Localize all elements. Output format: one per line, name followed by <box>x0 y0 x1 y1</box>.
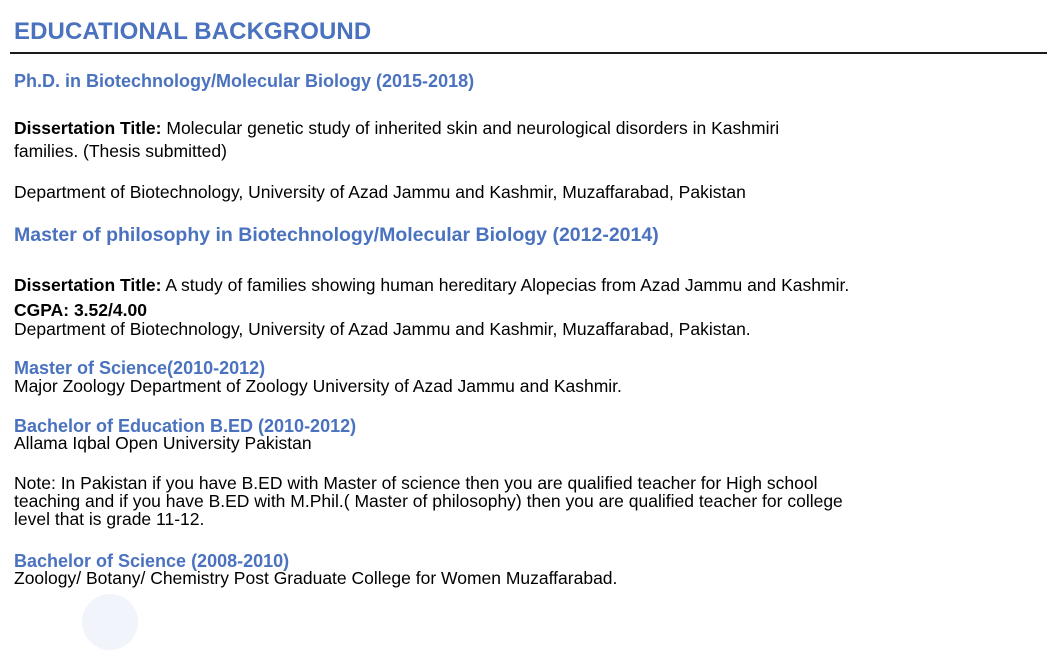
msc-heading: Master of Science(2010-2012) <box>14 358 266 378</box>
note-line-2: teaching and if you have B.ED with M.Phil.( Master of philosophy) then you are qualified teacher for college <box>14 491 843 511</box>
section-divider <box>10 52 1047 54</box>
bsc-heading: Bachelor of Science (2008-2010) <box>14 551 290 571</box>
mphil-heading: Master of philosophy in Biotechnology/Molecular Biology (2012-2014) <box>14 224 659 246</box>
mphil-dissertation-label: Dissertation Title: <box>14 275 162 295</box>
phd-department: Department of Biotechnology, University of Azad Jammu and Kashmir, Muzaffarabad, Pakistan <box>14 182 746 202</box>
phd-dissertation <box>14 118 779 139</box>
note-line-1: Note: In Pakistan if you have B.ED with Master of science then you are qualified teacher for High school <box>14 473 818 493</box>
phd-dissertation-text: Molecular genetic study of inherited skin and neurological disorders in Kashmiri <box>161 118 780 138</box>
note-line-3: level that is grade 11-12. <box>14 509 205 529</box>
bsc-detail: Zoology/ Botany/ Chemistry Post Graduate College for Women Muzaffarabad. <box>14 568 618 588</box>
mphil-cgpa: CGPA: 3.52/4.00 <box>14 300 147 320</box>
mphil-dissertation <box>14 275 849 296</box>
msc-detail: Major Zoology Department of Zoology University of Azad Jammu and Kashmir. <box>14 376 622 396</box>
phd-heading: Ph.D. in Biotechnology/Molecular Biology (2015-2018) <box>14 71 475 91</box>
section-title: EDUCATIONAL BACKGROUND <box>14 18 372 45</box>
bed-detail: Allama Iqbal Open University Pakistan <box>14 433 312 453</box>
mphil-dissertation-text: A study of families showing human hereditary Alopecias from Azad Jammu and Kashmir. <box>161 275 850 295</box>
faint-watermark-circle <box>82 594 138 650</box>
bed-heading: Bachelor of Education B.ED (2010-2012) <box>14 416 357 436</box>
phd-dissertation-label: Dissertation Title: <box>14 118 162 138</box>
mphil-department: Department of Biotechnology, University of Azad Jammu and Kashmir, Muzaffarabad, Pakistan. <box>14 319 751 339</box>
phd-dissertation-line2: families. (Thesis submitted) <box>14 141 227 161</box>
